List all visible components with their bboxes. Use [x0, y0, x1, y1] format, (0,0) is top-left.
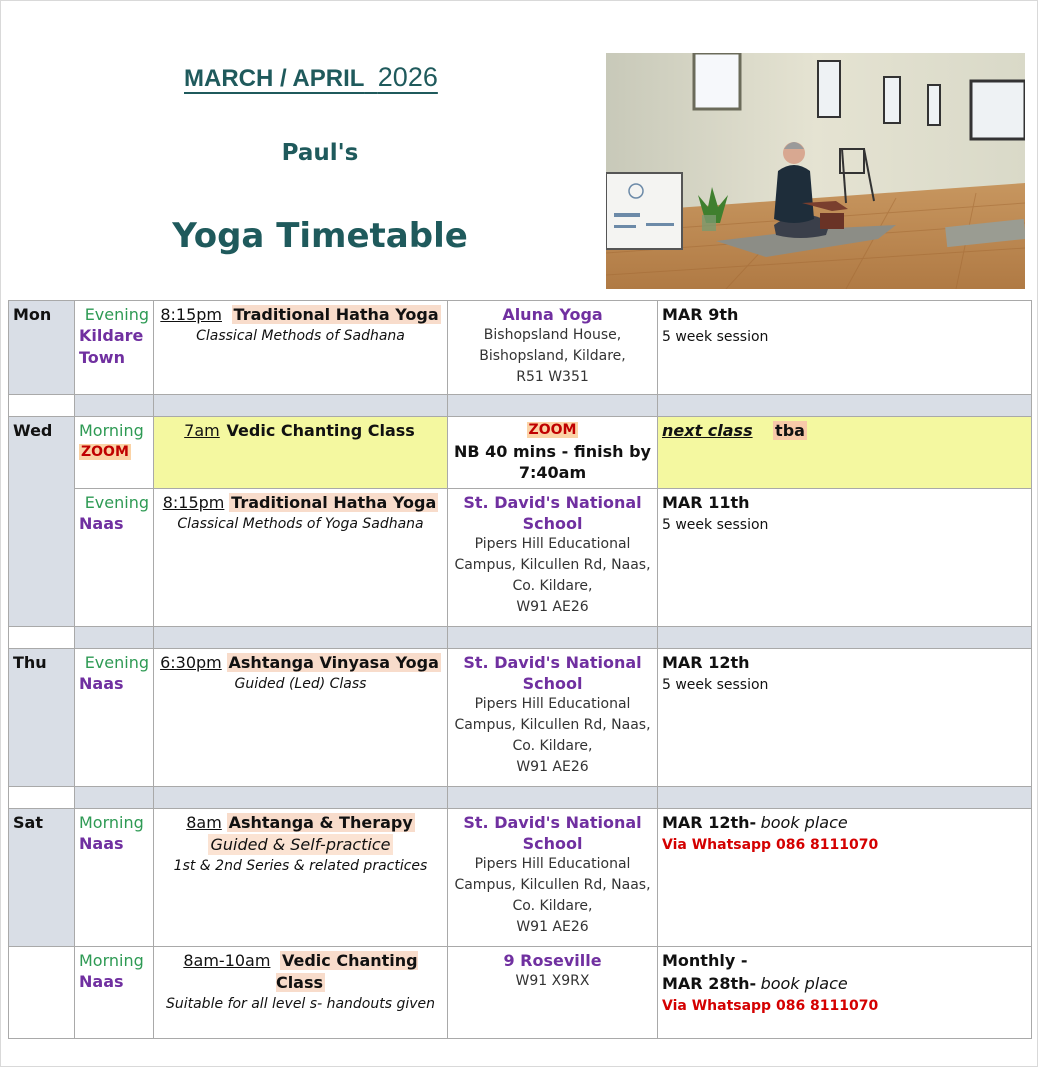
time-of-day-cell: [75, 649, 154, 787]
timetable-table: [8, 300, 1032, 1039]
whatsapp-contact[interactable]: Via Whatsapp 086 8111070: [662, 998, 879, 1014]
venue-address-line: Pipers Hill Educational: [474, 536, 631, 552]
time-of-day-cell: [75, 809, 154, 947]
class-description: Suitable for all level s- handouts given: [165, 996, 436, 1012]
class-time: 6:30pm: [160, 653, 222, 672]
venue-address-line: Pipers Hill Educational: [474, 696, 631, 712]
location: Naas: [79, 514, 124, 533]
class-cell: [154, 417, 448, 489]
location: Naas: [79, 674, 124, 693]
venue-zoom: ZOOM: [528, 422, 577, 438]
table-row: [9, 417, 1032, 489]
day-cell: Thu: [9, 649, 75, 787]
venue-address-line: R51 W351: [516, 369, 589, 385]
spacer-row: [9, 395, 1032, 417]
spacer-row: [9, 627, 1032, 649]
venue-name: St. David's National School: [463, 653, 642, 693]
venue-name: St. David's National School: [463, 813, 642, 853]
start-date: MAR 12th-: [662, 813, 757, 832]
class-description: Classical Methods of Yoga Sadhana: [177, 516, 424, 532]
location: ZOOM: [81, 444, 129, 460]
time-of-day: Morning: [79, 421, 144, 440]
venue-address-line: W91 AE26: [516, 599, 589, 615]
start-cell: [658, 649, 1032, 787]
venue-address-line: W91 X9RX: [515, 973, 590, 989]
location: Naas: [79, 972, 124, 991]
teacher-name: Paul's: [281, 140, 359, 166]
table-row: [9, 809, 1032, 947]
class-name: Traditional Hatha Yoga: [233, 305, 439, 324]
venue-address-line: Co. Kildare,: [512, 738, 593, 754]
venue-address-line: Co. Kildare,: [512, 578, 593, 594]
time-of-day: Morning: [79, 951, 144, 970]
start-date: MAR 12th: [662, 653, 750, 672]
time-of-day: Evening: [84, 653, 149, 672]
venue-address-line: W91 AE26: [516, 919, 589, 935]
class-time: 8:15pm: [160, 305, 222, 324]
venue-address-line: Pipers Hill Educational: [474, 856, 631, 872]
venue-name: St. David's National School: [463, 493, 642, 533]
table-row: [9, 649, 1032, 787]
book-place-label: book place: [760, 813, 848, 832]
time-of-day-cell: [75, 417, 154, 489]
class-description: 1st & 2nd Series & related practices: [173, 858, 428, 874]
location: Kildare Town: [79, 326, 144, 367]
class-description: Guided (Led) Class: [234, 676, 367, 692]
venue-address-line: Bishopsland, Kildare,: [479, 348, 626, 364]
venue-address-line: Co. Kildare,: [512, 898, 593, 914]
yoga-teacher-photo: [606, 53, 1025, 289]
class-name: Vedic Chanting Class: [275, 951, 418, 992]
table-row: [9, 489, 1032, 627]
class-description: Guided & Self-practice: [210, 835, 391, 854]
start-cell: [658, 417, 1032, 489]
venue-address-line: Campus, Kilcullen Rd, Naas,: [454, 717, 651, 733]
class-cell: [154, 649, 448, 787]
book-place-label: book place: [760, 974, 848, 993]
timetable-period: MARCH / APRIL 2026: [184, 62, 438, 92]
spacer-row: [9, 787, 1032, 809]
class-description: Classical Methods of Sadhana: [196, 328, 405, 344]
venue-cell: [448, 649, 658, 787]
class-time: 7am: [184, 421, 220, 440]
venue-address-line: Campus, Kilcullen Rd, Naas,: [454, 557, 651, 573]
time-of-day-cell: [75, 489, 154, 627]
class-name: Vedic Chanting Class: [226, 421, 415, 440]
start-date: MAR 9th: [662, 305, 739, 324]
start-cell: [658, 947, 1032, 1039]
zoom-note: NB 40 mins - finish by 7:40am: [454, 442, 651, 482]
time-of-day: Evening: [84, 305, 149, 324]
tba-badge: tba: [775, 421, 805, 440]
page-title: Yoga Timetable: [172, 216, 468, 256]
session-length: 5 week session: [662, 677, 769, 693]
class-name: Ashtanga & Therapy: [228, 813, 413, 832]
time-of-day-cell: [75, 301, 154, 395]
table-row: [9, 301, 1032, 395]
class-cell: [154, 301, 448, 395]
day-cell: Sat: [9, 809, 75, 947]
start-cell: [658, 489, 1032, 627]
time-of-day: Morning: [79, 813, 144, 832]
day-cell: [9, 947, 75, 1039]
class-time: 8am-10am: [183, 951, 271, 970]
time-of-day-cell: [75, 947, 154, 1039]
day-cell: Mon: [9, 301, 75, 395]
class-cell: [154, 809, 448, 947]
start-date: MAR 28th-: [662, 974, 757, 993]
class-time: 8:15pm: [162, 493, 225, 512]
venue-cell: [448, 301, 658, 395]
class-cell: [154, 947, 448, 1039]
location: Naas: [79, 834, 124, 853]
venue-cell: [448, 947, 658, 1039]
class-name: Traditional Hatha Yoga: [231, 493, 437, 512]
start-cell: [658, 301, 1032, 395]
whatsapp-contact[interactable]: Via Whatsapp 086 8111070: [662, 837, 879, 853]
header: [0, 0, 640, 290]
venue-name: Aluna Yoga: [502, 305, 603, 324]
class-time: 8am: [186, 813, 222, 832]
venue-name: 9 Roseville: [503, 951, 602, 970]
class-cell: [154, 489, 448, 627]
session-length: 5 week session: [662, 517, 769, 533]
next-class-label: next class: [662, 421, 753, 440]
day-cell: Wed: [9, 417, 75, 627]
venue-cell: [448, 417, 658, 489]
venue-cell: [448, 809, 658, 947]
venue-cell: [448, 489, 658, 627]
table-row: [9, 947, 1032, 1039]
session-length: 5 week session: [662, 329, 769, 345]
time-of-day: Evening: [84, 493, 149, 512]
venue-address-line: Bishopsland House,: [483, 327, 622, 343]
venue-address-line: W91 AE26: [516, 759, 589, 775]
frequency-label: Monthly -: [662, 951, 748, 970]
venue-address-line: Campus, Kilcullen Rd, Naas,: [454, 877, 651, 893]
start-date: MAR 11th: [662, 493, 750, 512]
start-cell: [658, 809, 1032, 947]
class-name: Ashtanga Vinyasa Yoga: [228, 653, 439, 672]
